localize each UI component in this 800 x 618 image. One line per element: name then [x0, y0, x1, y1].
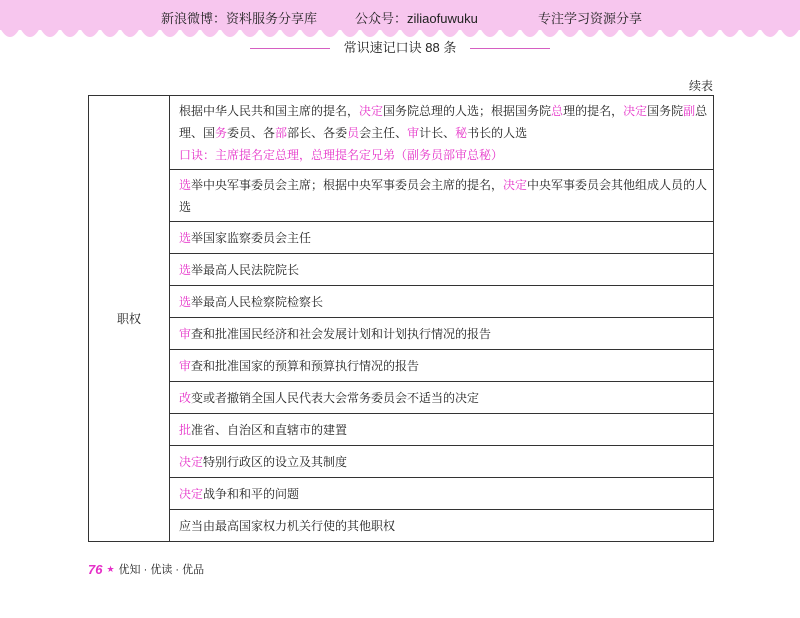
keyword-highlight: 副 — [683, 103, 696, 118]
keyword-highlight: 选 — [179, 230, 192, 245]
subtitle-text: 常识速记口诀 88 条 — [343, 40, 457, 55]
powers-table — [88, 95, 714, 542]
page-footer — [88, 561, 204, 577]
table-row — [89, 382, 714, 414]
keyword-highlight: 决定 — [623, 103, 648, 118]
keyword-highlight: 决定 — [359, 103, 384, 118]
table-row — [89, 170, 714, 222]
cell-text: 会主任、 — [359, 125, 408, 140]
cell-text: 举国家监察委员会主任 — [191, 230, 312, 245]
header-wechat: 公众号：ziliaofuwuku — [355, 11, 478, 26]
cell-text: 理的提名， — [563, 103, 624, 118]
keyword-highlight: 选 — [179, 177, 192, 192]
table-row — [89, 414, 714, 446]
cell-text: 应当由最高国家权力机关行使的其他职权 — [179, 518, 396, 533]
footer-star-icon: ★ — [106, 563, 115, 574]
header-weibo: 新浪微博：资料服务分享库 — [161, 11, 318, 26]
header-bar — [0, 0, 800, 30]
header-slogan: 专注学习资源分享 — [538, 11, 643, 26]
footer-brand: 优知 · 优读 · 优品 — [118, 564, 205, 576]
keyword-highlight: 选 — [179, 262, 192, 277]
cell-text: 中央军事委员会其他组成人员的人选 — [179, 177, 708, 214]
subtitle-rule-right — [470, 48, 550, 49]
continued-label: 续表 — [688, 79, 713, 93]
table-row — [89, 510, 714, 542]
section-subtitle — [0, 37, 800, 56]
mnemonic-note: 口诀：主席提名定总理，总理提名定兄弟（副务员部审总秘） — [179, 147, 504, 162]
keyword-highlight: 员 — [347, 125, 360, 140]
cell-text: 举最高人民检察院检察长 — [191, 294, 324, 309]
cell-text: 准省、自治区和直辖市的建置 — [191, 422, 348, 437]
table-cell — [170, 222, 714, 254]
cell-text: 战争和和平的问题 — [203, 486, 300, 501]
table-row — [89, 446, 714, 478]
keyword-highlight: 部 — [275, 125, 288, 140]
cell-text: 举最高人民法院院长 — [191, 262, 300, 277]
row-label-powers: 职权 — [89, 96, 170, 542]
cell-text: 举中央军事委员会主席；根据中央军事委员会主席的提名， — [191, 177, 504, 192]
table-cell — [170, 286, 714, 318]
table-cell — [170, 254, 714, 286]
table-cell — [170, 414, 714, 446]
table-cell — [170, 96, 714, 170]
cell-text: 查和批准国民经济和社会发展计划和计划执行情况的报告 — [191, 326, 492, 341]
table-row — [89, 286, 714, 318]
cell-text: 部长、各委 — [287, 125, 348, 140]
cell-text: 变或者撤销全国人民代表大会常务委员会不适当的决定 — [191, 390, 480, 405]
cell-text: 特别行政区的设立及其制度 — [203, 454, 348, 469]
keyword-highlight: 选 — [179, 294, 192, 309]
keyword-highlight: 决定 — [503, 177, 528, 192]
page-number: 76 — [88, 561, 103, 577]
keyword-highlight: 审 — [179, 326, 192, 341]
cell-text: 委员、各 — [227, 125, 276, 140]
keyword-highlight: 秘 — [455, 125, 468, 140]
keyword-highlight: 总 — [551, 103, 564, 118]
cell-text: 查和批准国家的预算和预算执行情况的报告 — [191, 358, 420, 373]
table-cell — [170, 478, 714, 510]
keyword-highlight: 审 — [407, 125, 420, 140]
keyword-highlight: 批 — [179, 422, 192, 437]
table-row — [89, 478, 714, 510]
keyword-highlight: 审 — [179, 358, 192, 373]
table-row — [89, 96, 714, 170]
table-cell — [170, 382, 714, 414]
cell-text: 计长、 — [419, 125, 456, 140]
table-cell — [170, 170, 714, 222]
keyword-highlight: 务 — [215, 125, 228, 140]
cell-text: 总理、国 — [179, 103, 708, 140]
cell-text: 书长的人选 — [467, 125, 528, 140]
table-row — [89, 350, 714, 382]
keyword-highlight: 改 — [179, 390, 192, 405]
table-row — [89, 318, 714, 350]
cell-text: 国务院 — [647, 103, 684, 118]
table-cell — [170, 510, 714, 542]
subtitle-rule-left — [250, 48, 330, 49]
keyword-highlight: 决定 — [179, 486, 204, 501]
cell-text: 根据中华人民共和国主席的提名， — [179, 103, 360, 118]
keyword-highlight: 决定 — [179, 454, 204, 469]
table-row — [89, 254, 714, 286]
table-row — [89, 222, 714, 254]
table-cell — [170, 318, 714, 350]
table-cell — [170, 446, 714, 478]
cell-text: 国务院总理的人选；根据国务院 — [383, 103, 552, 118]
table-cell — [170, 350, 714, 382]
